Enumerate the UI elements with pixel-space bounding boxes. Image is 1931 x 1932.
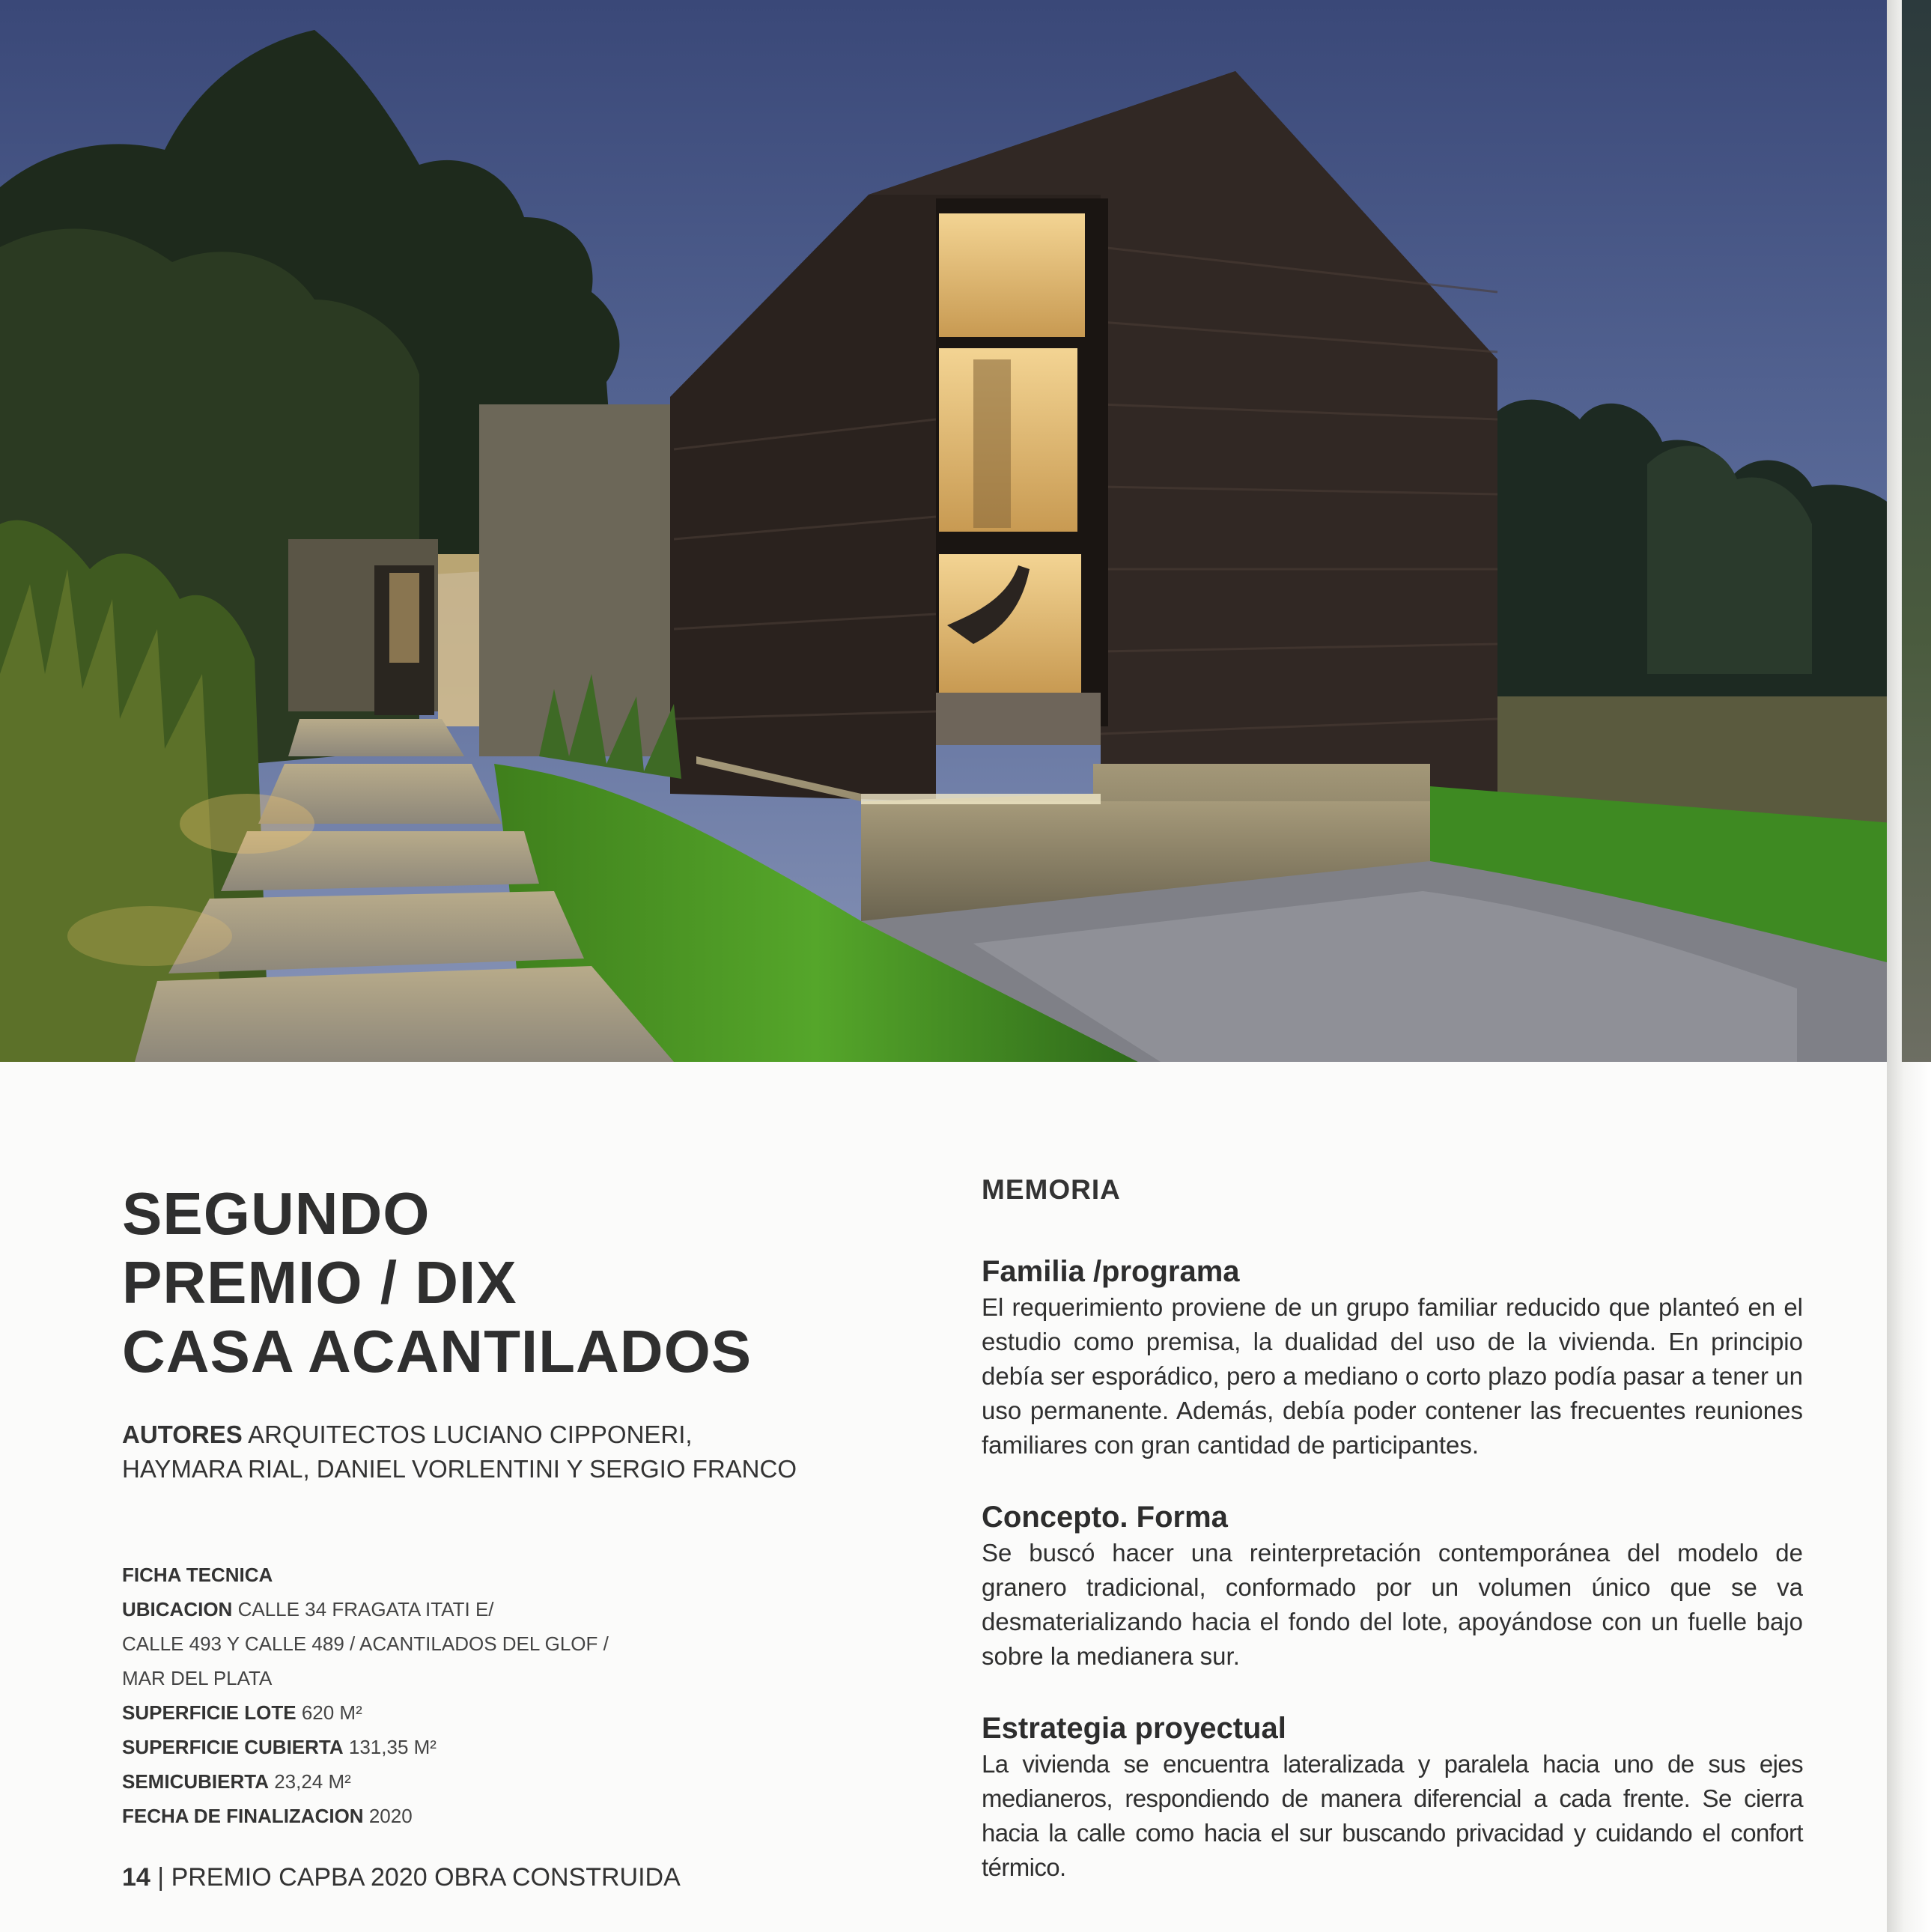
semicubierta-value: 23,24 M² (274, 1770, 351, 1793)
lote-label: SUPERFICIE LOTE (122, 1701, 297, 1724)
section-body: Se buscó hacer una reinterpretación contemporánea del modelo de granero tradicional, conformado por un volumen único que se va desmaterializando hacia el fondo del lote, apoyándose con un fuelle bajo sobre la medianera sur. (982, 1539, 1803, 1670)
section-title: Concepto. Forma (982, 1501, 1228, 1534)
title-line-1: SEGUNDO (122, 1180, 431, 1247)
cubierta-label: SUPERFICIE CUBIERTA (122, 1736, 344, 1758)
title-line-3: CASA ACANTILADOS (122, 1318, 752, 1385)
fecha-label: FECHA DE FINALIZACION (122, 1805, 364, 1827)
authors-line-1: ARQUITECTOS LUCIANO CIPPONERI, (248, 1421, 693, 1448)
section-body: El requerimiento proviene de un grupo familiar reducido que planteó en el estudio como premisa, la dualidad del uso de la vivienda. En principio debía ser esporádico, pero a mediano o corto plazo podía pasar a tener un uso permanente. Además, debía poder contener las frecuentes reuniones familiares con gran cantidad de participantes. (982, 1293, 1803, 1459)
section-title: Familia /programa (982, 1255, 1240, 1288)
authors-block (122, 1418, 841, 1486)
section-estrategia (982, 1710, 1803, 1885)
footer-separator: | (157, 1863, 165, 1892)
memoria-heading: MEMORIA (982, 1174, 1121, 1205)
page-number: 14 (122, 1863, 150, 1892)
ubicacion-line-1: CALLE 34 FRAGATA ITATI E/ (237, 1598, 494, 1620)
section-body: La vivienda se encuentra lateralizada y paralela hacia uno de sus ejes medianeros, respondiendo de manera diferencial a cada frente. Se cierra hacia la calle como hacia el sur buscando privacidad y cuidando el confort térmico. (982, 1750, 1803, 1881)
authors-line-2: HAYMARA RIAL, DANIEL VORLENTINI Y SERGIO FRANCO (122, 1455, 797, 1483)
section-concepto (982, 1498, 1803, 1674)
authors-label: AUTORES (122, 1421, 243, 1448)
page-title (122, 1179, 752, 1386)
page-footer (122, 1863, 681, 1892)
section-title: Estrategia proyectual (982, 1712, 1286, 1745)
adjacent-page-edge (1902, 0, 1931, 1062)
ubicacion-line-3: MAR DEL PLATA (122, 1667, 273, 1689)
section-familia (982, 1253, 1803, 1462)
lote-value: 620 M² (301, 1701, 362, 1724)
ubicacion-label: UBICACION (122, 1598, 233, 1620)
semicubierta-label: SEMICUBIERTA (122, 1770, 269, 1793)
title-line-2: PREMIO / DIX (122, 1249, 517, 1316)
memoria-column (982, 1172, 1803, 1921)
ficha-tecnica (122, 1558, 721, 1833)
ficha-heading: FICHA TECNICA (122, 1564, 273, 1586)
footer-text: PREMIO CAPBA 2020 OBRA CONSTRUIDA (171, 1863, 681, 1892)
cubierta-value: 131,35 M² (348, 1736, 437, 1758)
ubicacion-line-2: CALLE 493 Y CALLE 489 / ACANTILADOS DEL GLOF / (122, 1632, 609, 1655)
fecha-value: 2020 (368, 1805, 413, 1827)
